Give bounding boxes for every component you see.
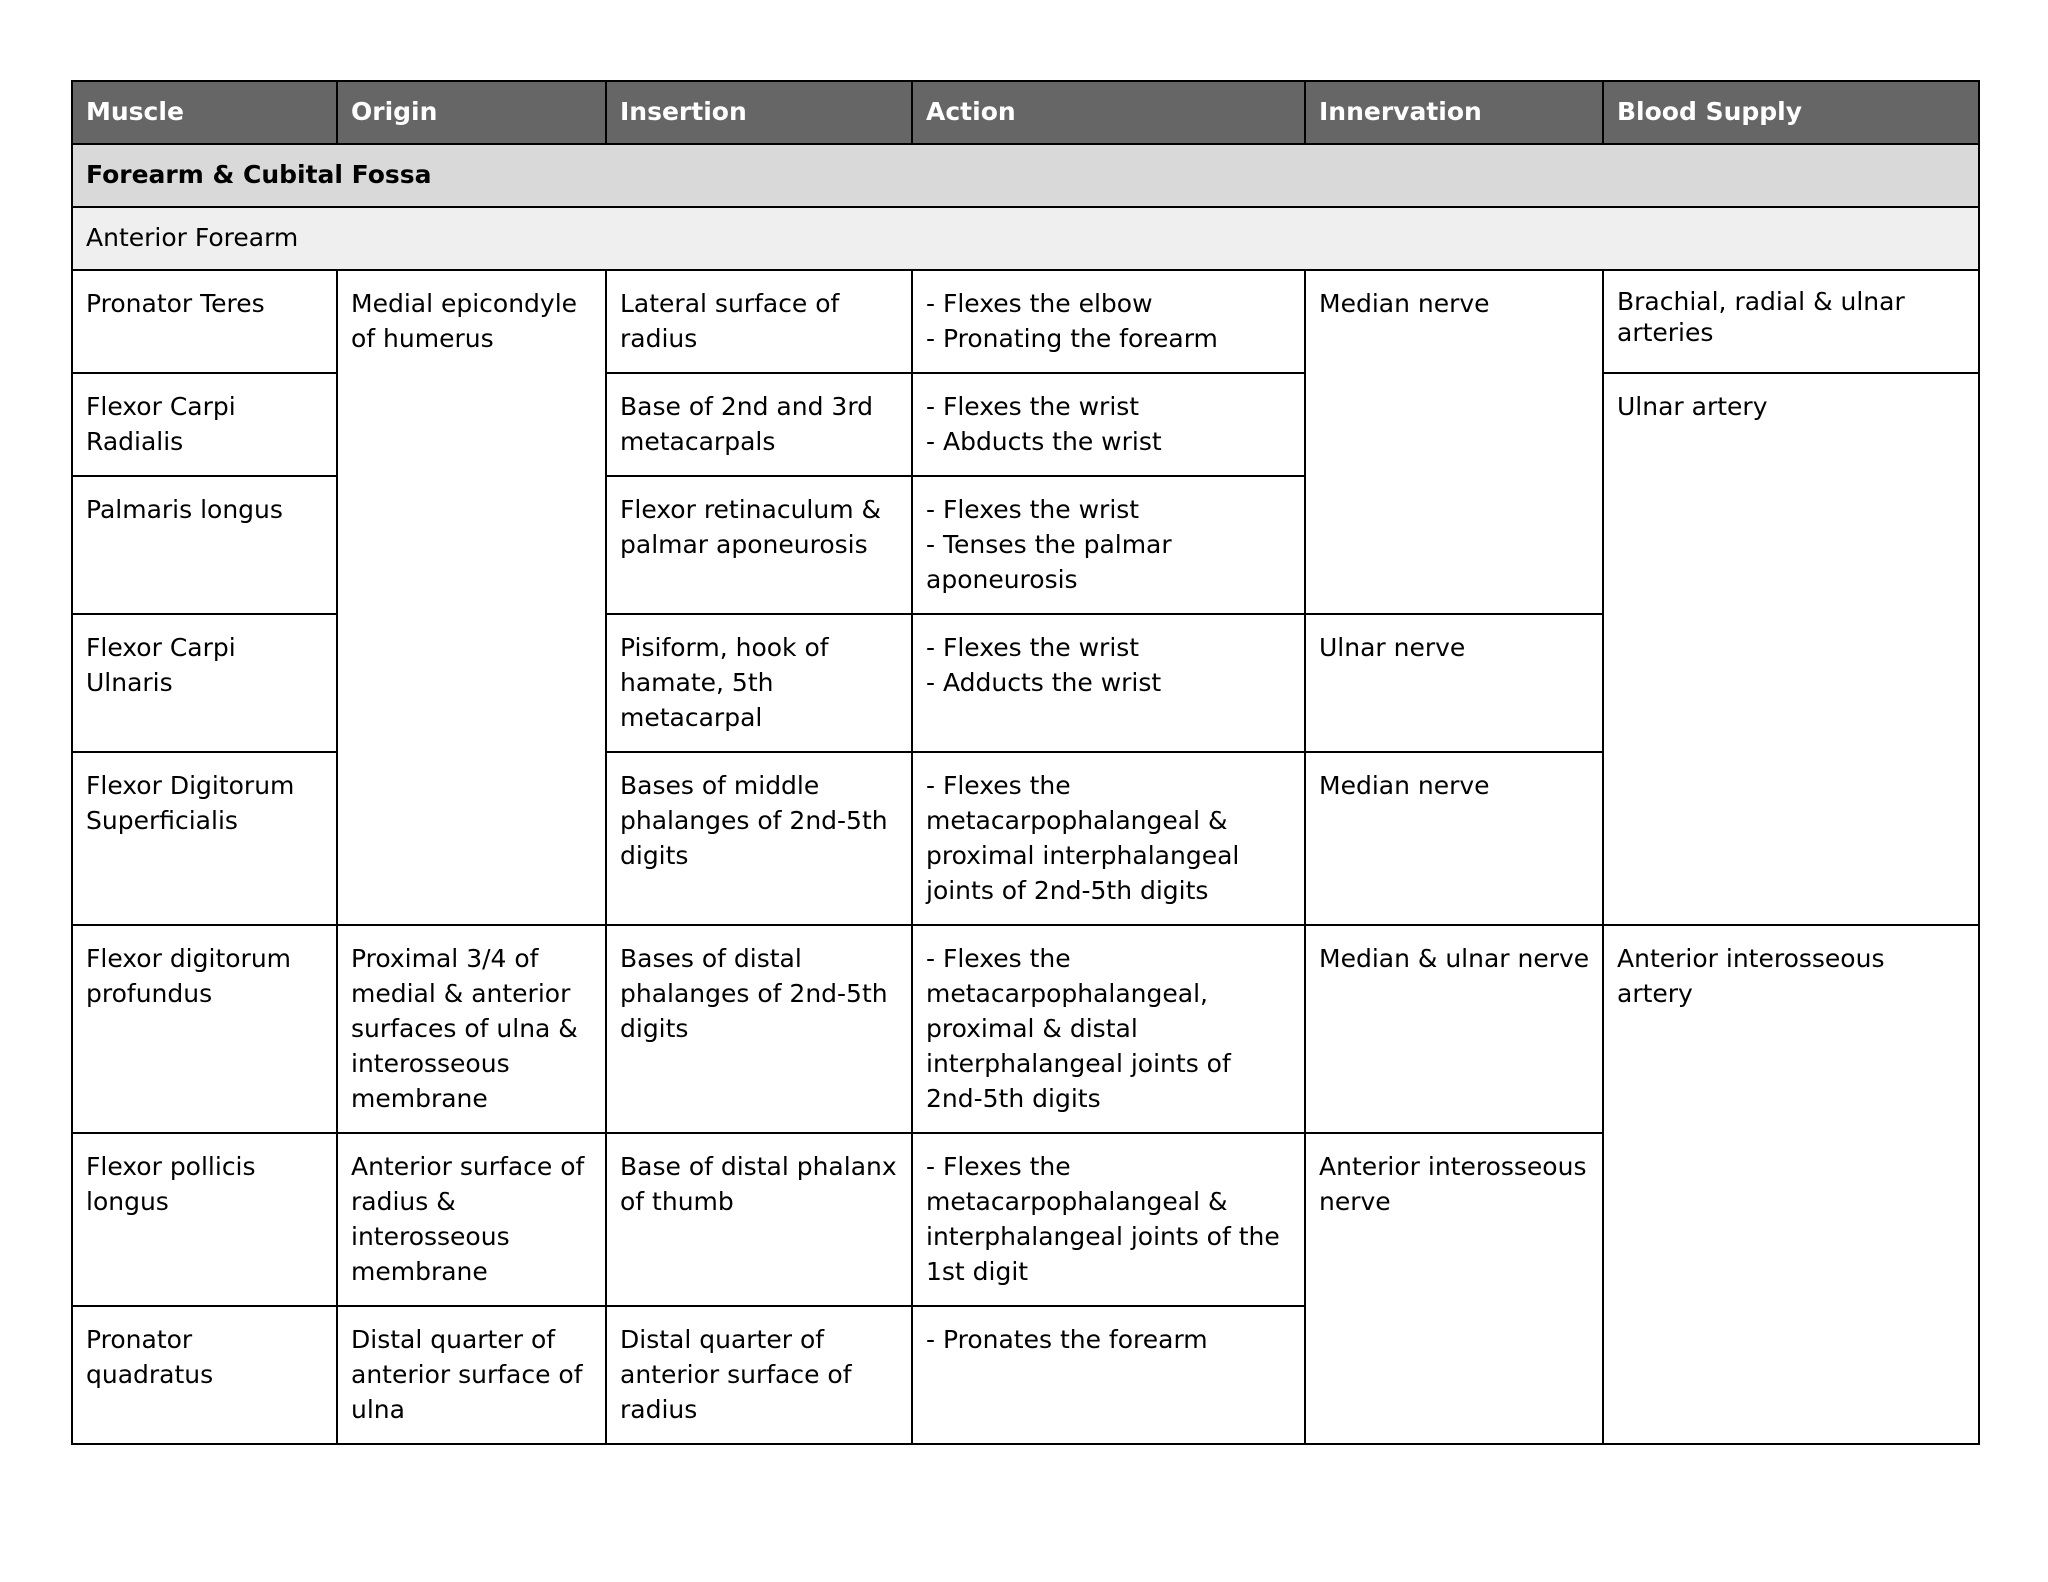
header-action: Action	[912, 81, 1305, 144]
action-line: - Pronating the forearm	[926, 324, 1218, 353]
action-cell	[912, 1133, 1305, 1306]
action-line: - Flexes the metacarpophalangeal & proximal interphalangeal joints of 2nd-5th digits	[926, 771, 1240, 905]
action-cell	[912, 476, 1305, 614]
insertion-cell: Flexor retinaculum & palmar aponeurosis	[606, 476, 912, 614]
table-row	[72, 925, 1979, 1133]
action-line: - Flexes the elbow	[926, 289, 1153, 318]
blood-supply-cell: Anterior interosseous artery	[1603, 925, 1979, 1444]
document-page	[71, 80, 1978, 1445]
table-row	[72, 270, 1979, 373]
section-row	[72, 144, 1979, 207]
action-cell	[912, 1306, 1305, 1444]
section-title: Forearm & Cubital Fossa	[72, 144, 1979, 207]
muscle-cell: Flexor Carpi Radialis	[72, 373, 337, 476]
innervation-cell: Ulnar nerve	[1305, 614, 1603, 752]
insertion-cell: Lateral surface of radius	[606, 270, 912, 373]
blood-supply-cell: Brachial, radial & ulnar arteries	[1603, 270, 1979, 373]
header-insertion: Insertion	[606, 81, 912, 144]
action-line: - Tenses the palmar aponeurosis	[926, 530, 1172, 594]
muscle-table	[71, 80, 1980, 1445]
insertion-cell: Distal quarter of anterior surface of radius	[606, 1306, 912, 1444]
insertion-cell: Base of distal phalanx of thumb	[606, 1133, 912, 1306]
action-line: - Pronates the forearm	[926, 1325, 1208, 1354]
muscle-cell: Flexor pollicis longus	[72, 1133, 337, 1306]
muscle-cell: Pronator Teres	[72, 270, 337, 373]
muscle-cell: Flexor Carpi Ulnaris	[72, 614, 337, 752]
action-cell	[912, 373, 1305, 476]
muscle-cell: Pronator quadratus	[72, 1306, 337, 1444]
insertion-cell: Bases of middle phalanges of 2nd-5th digits	[606, 752, 912, 925]
innervation-cell: Median & ulnar nerve	[1305, 925, 1603, 1133]
action-cell	[912, 614, 1305, 752]
blood-supply-cell: Ulnar artery	[1603, 373, 1979, 925]
action-cell	[912, 270, 1305, 373]
origin-cell: Distal quarter of anterior surface of ulna	[337, 1306, 606, 1444]
insertion-cell: Bases of distal phalanges of 2nd-5th digits	[606, 925, 912, 1133]
insertion-cell: Pisiform, hook of hamate, 5th metacarpal	[606, 614, 912, 752]
action-line: - Flexes the wrist	[926, 495, 1140, 524]
innervation-cell: Anterior interosseous nerve	[1305, 1133, 1603, 1444]
insertion-cell: Base of 2nd and 3rd metacarpals	[606, 373, 912, 476]
muscle-cell: Palmaris longus	[72, 476, 337, 614]
subsection-title: Anterior Forearm	[72, 207, 1979, 270]
action-line: - Flexes the wrist	[926, 392, 1140, 421]
header-row	[72, 81, 1979, 144]
action-line: - Flexes the wrist	[926, 633, 1140, 662]
action-line: - Abducts the wrist	[926, 427, 1162, 456]
muscle-cell: Flexor Digitorum Superficialis	[72, 752, 337, 925]
header-innervation: Innervation	[1305, 81, 1603, 144]
subsection-row	[72, 207, 1979, 270]
action-cell	[912, 925, 1305, 1133]
action-line: - Adducts the wrist	[926, 668, 1162, 697]
innervation-cell: Median nerve	[1305, 270, 1603, 614]
origin-cell: Medial epicondyle of humerus	[337, 270, 606, 925]
origin-cell: Anterior surface of radius & interosseous membrane	[337, 1133, 606, 1306]
header-origin: Origin	[337, 81, 606, 144]
action-cell	[912, 752, 1305, 925]
header-blood-supply: Blood Supply	[1603, 81, 1979, 144]
innervation-cell: Median nerve	[1305, 752, 1603, 925]
muscle-cell: Flexor digitorum profundus	[72, 925, 337, 1133]
action-line: - Flexes the metacarpophalangeal, proximal & distal interphalangeal joints of 2nd-5th digits	[926, 944, 1231, 1113]
header-muscle: Muscle	[72, 81, 337, 144]
action-line: - Flexes the metacarpophalangeal & interphalangeal joints of the 1st digit	[926, 1152, 1280, 1286]
origin-cell: Proximal 3/4 of medial & anterior surfaces of ulna & interosseous membrane	[337, 925, 606, 1133]
